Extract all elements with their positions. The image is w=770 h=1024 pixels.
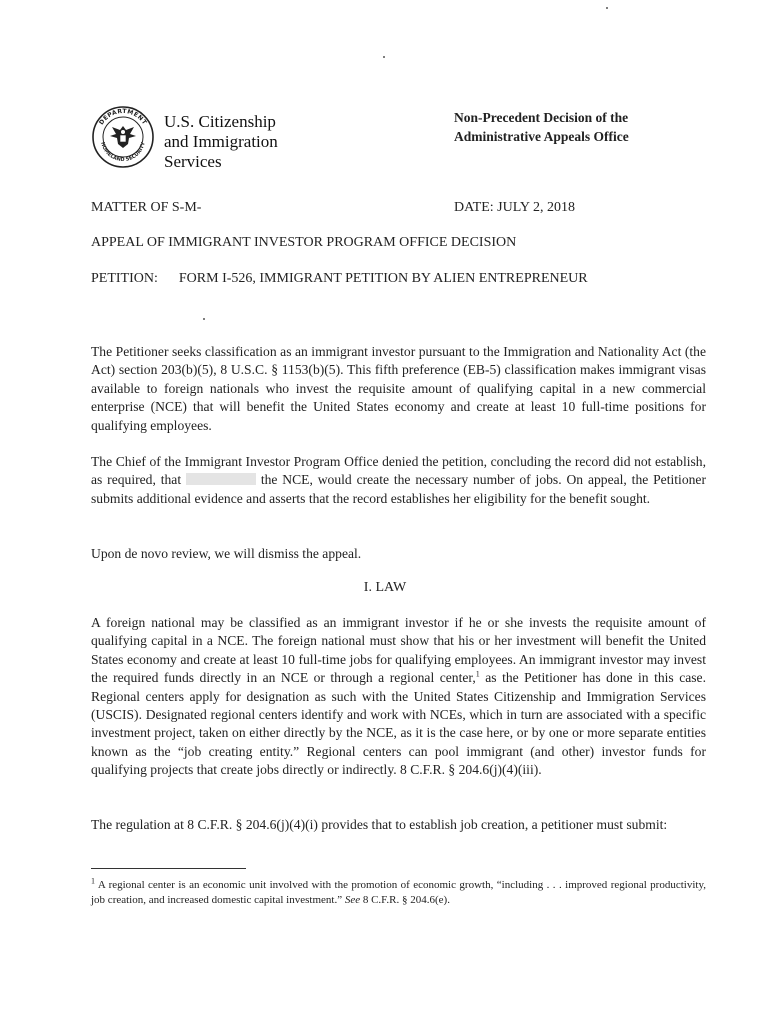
agency-name [164,112,278,172]
procedural-history-paragraph [91,453,706,508]
footnote-mark: 1 [91,876,95,886]
disposition-paragraph: Upon de novo review, we will dismiss the appeal. [91,546,362,561]
decision-date: DATE: JULY 2, 2018 [454,200,575,215]
scan-speck [203,318,205,320]
footnote-signal: See [344,894,361,906]
paragraph-text: A foreign national may be classified as an immigrant investor if he or she invests the requisite amount of qualifying capital in a NCE. The foreign national must show that his or her investment will benefit the United States economy and create at least 10 full-time jobs for qualifying employees. An immigrant investor may invest the required funds directly in an NCE or through a regional center, [91,615,706,686]
agency-name-line: Services [164,152,222,171]
footnote-reference[interactable]: 1 [475,669,480,679]
redacted-text [186,473,256,485]
law-paragraph [91,614,706,780]
footnote-text: A regional center is an economic unit involved with the promotion of economic growth, “including . . . improved regional productivity, job creation, and increased domestic capital investment.” [91,879,706,906]
scan-speck [606,7,608,9]
agency-name-line: and Immigration [164,132,278,151]
section-heading: I. LAW [363,580,407,595]
footnote-divider [91,868,246,869]
decision-type [454,108,629,146]
regulation-paragraph: The regulation at 8 C.F.R. § 204.6(j)(4)(i) provides that to establish job creation, a petitioner must submit: [91,817,668,832]
petition-value: FORM I-526, IMMIGRANT PETITION BY ALIEN ENTREPRENEUR [178,271,588,286]
appeal-caption: APPEAL OF IMMIGRANT INVESTOR PROGRAM OFFICE DECISION [91,235,517,250]
svg-text:HOMELAND SECURITY: HOMELAND SECURITY [99,141,147,164]
paragraph-text: the NCE, would create the necessary number of jobs. On appeal, the Petitioner submits additional evidence and asserts that the record establishes her eligibility for the benefit sought. [91,472,706,506]
petition-caption [91,271,588,287]
decision-type-line: Non-Precedent Decision of the [454,110,629,125]
footnote [91,878,706,908]
petition-label: PETITION: [91,271,158,286]
scan-speck [383,56,385,58]
footnote-text: 8 C.F.R. § 204.6(e). [360,894,450,906]
matter-caption: MATTER OF S-M- [91,200,202,215]
agency-name-line: U.S. Citizenship [164,112,276,131]
paragraph-text: The Chief of the Immigrant Investor Program Office denied the petition, concluding the record did not establish, as required, that [91,454,706,488]
intro-paragraph: The Petitioner seeks classification as an immigrant investor pursuant to the Immigration and Nationality Act (the Act) section 203(b)(5), 8 U.S.C. § 1153(b)(5). This fifth preference (EB-5) classification makes immigrant visas available to foreign nationals who invest the requisite amount of qualifying capital in a new commercial enterprise (NCE) that will benefit the United States economy and create at least 10 full-time positions for qualifying employees. [91,344,706,433]
decision-type-line: Administrative Appeals Office [454,129,629,144]
paragraph-text: as the Petitioner has done in this case. Regional centers apply for designation as such with the United States Citizenship and Immigration Services (USCIS). Designated regional centers identify and work with NCEs, which in turn are associated with a specific investment project, taken on either directly by the NCE, as it is the case here, or by one or more separate entities known as the “job creating entity.” Regional centers can pool immigrant (and other) investor funds for qualifying projects that create jobs directly or indirectly. 8 C.F.R. § 204.6(j)(4)(iii). [91,670,706,778]
dhs-seal-logo [92,106,154,168]
svg-text:DEPARTMENT: DEPARTMENT [97,107,149,127]
